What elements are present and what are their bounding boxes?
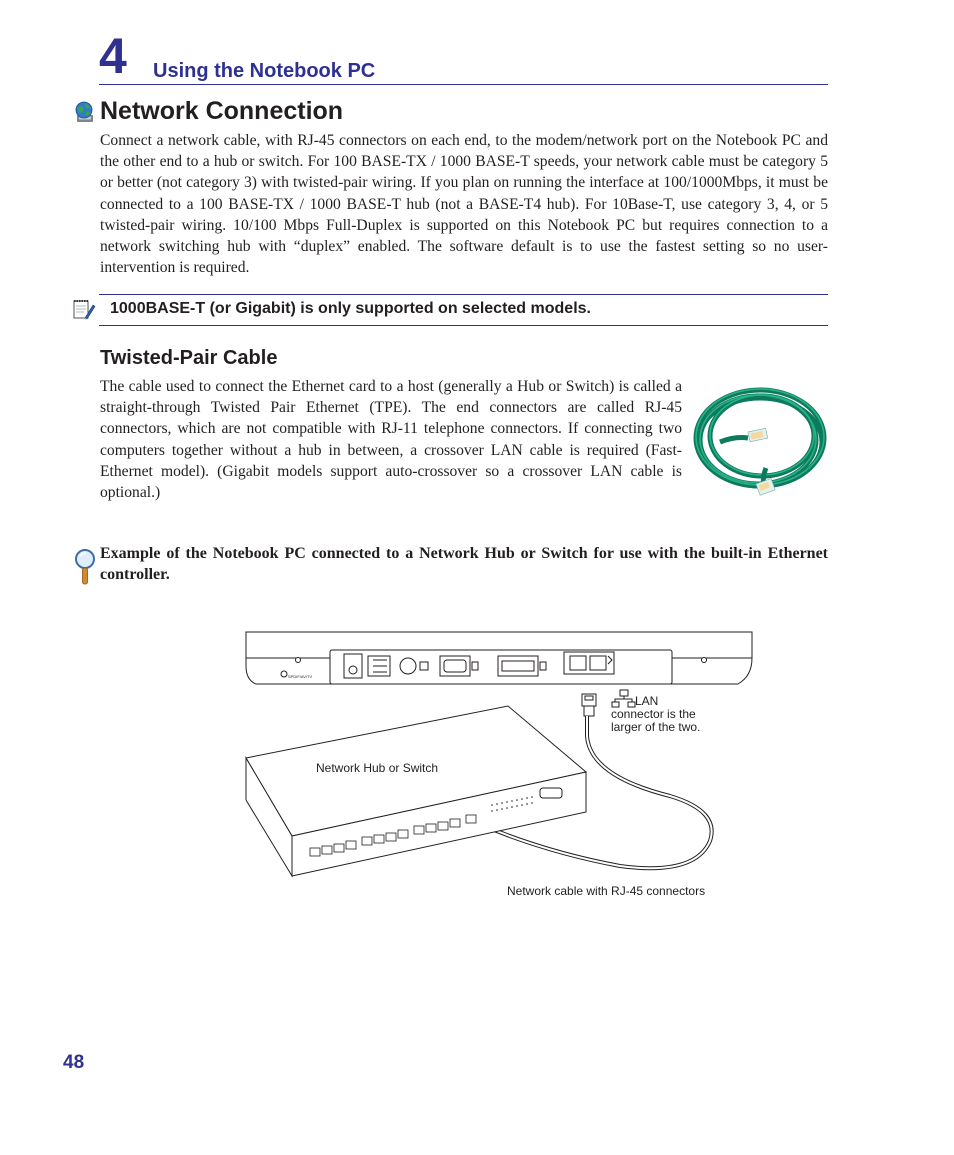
- lan-label-line3: larger of the two.: [611, 720, 701, 734]
- note-text: 1000BASE-T (or Gigabit) is only supported on selected models.: [110, 300, 591, 317]
- section-title: Network Connection: [100, 97, 344, 125]
- lan-label-line2: connector is the: [611, 707, 696, 721]
- example-caption: Example of the Notebook PC connected to a Network Hub or Switch for use with the built-in Ethernet controller.: [100, 545, 828, 583]
- notepad-pen-icon: [72, 298, 96, 320]
- cable-paragraph: The cable used to connect the Ethernet card to a host (generally a Hub or Switch) is called a straight-through Twisted Pair Ethernet (TPE). The end connectors are called RJ-45 connectors, which are not compatible with RJ-11 telephone connectors. If connecting two computers together without a hub in between, a crossover LAN cable is required (Fast-Ethernet model). (Gigabit models support auto-crossover so a crossover LAN cable is optional.): [100, 378, 682, 502]
- lan-plug: [582, 694, 596, 716]
- globe-network-icon: [74, 100, 96, 124]
- subsection-title: Twisted-Pair Cable: [100, 347, 278, 369]
- page-number: 48: [63, 1052, 85, 1073]
- note-rule-top: [99, 294, 828, 295]
- header-divider: [99, 84, 828, 85]
- spdif-label: SPDIF/AV/TV: [288, 674, 313, 679]
- cable-label: Network cable with RJ-45 connectors: [507, 884, 706, 898]
- lan-network-icon: [612, 690, 635, 707]
- network-hub: [246, 706, 586, 876]
- chapter-number: 4: [99, 28, 127, 84]
- lan-label: LAN: [635, 694, 659, 708]
- notebook-rear-panel: [246, 632, 752, 684]
- note-rule-bottom: [99, 325, 828, 326]
- hub-label: Network Hub or Switch: [316, 761, 439, 775]
- green-ethernet-cable-photo: [690, 376, 830, 502]
- intro-paragraph: Connect a network cable, with RJ-45 connectors on each end, to the modem/network port on the Notebook PC and the other end to a hub or switch. For 100 BASE-TX / 1000 BASE-T speeds, your network cable must be category 5 or better (not category 3) with twisted-pair wiring. If you plan on running the interface at 100/1000Mbps, it must be connected to a 100 BASE-TX / 1000 BASE-T hub (not a BASE-T4 hub). For 10Base-T, use category 3, 4, or 5 twisted-pair wiring. 10/100 Mbps Full-Duplex is supported on this Notebook PC but requires connection to a network switching hub with “duplex” enabled. The software default is to use the fastest setting so no user-intervention is required.: [100, 132, 828, 277]
- chapter-title: Using the Notebook PC: [153, 60, 376, 82]
- magnifier-tip-icon: [73, 548, 97, 586]
- network-connection-diagram: [240, 626, 760, 916]
